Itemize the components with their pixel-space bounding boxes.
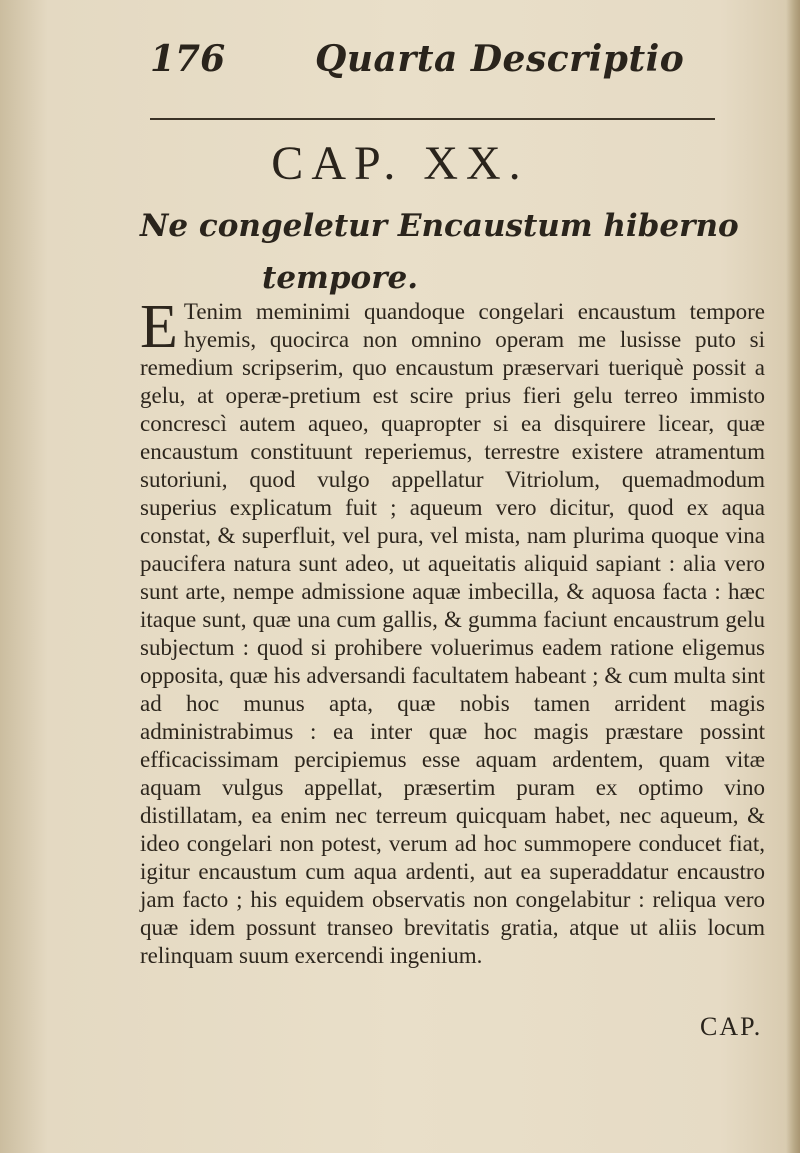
header-rule xyxy=(150,118,715,120)
page-edge-shadow xyxy=(786,0,800,1153)
catchword: CAP. xyxy=(700,1012,763,1041)
chapter-title-line-2: tempore. xyxy=(262,260,419,296)
running-title: Quarta Descriptio xyxy=(315,38,685,80)
body-paragraph xyxy=(140,293,765,970)
drop-cap: E xyxy=(140,293,178,361)
chapter-title xyxy=(140,200,760,304)
chapter-title-line-1: Ne congeletur Encaustum hiberno xyxy=(140,208,739,244)
body-text: Tenim meminimi quandoque congelari encaustum tempore hyemis, quocirca non omnino operam me lusisse puto si remedium scripserim, quo encaustum præservari tueriquè possit a gelu, at operæ-pretium est scire prius fieri gelu terreo immisto concrescì autem aqueo, quapropter si ea disquirere licear, quæ encaustum constituunt reperiemus, terrestre existere atramentum sutoriuni, quod vulgo appellatur Vitriolum, quemadmodum superius explicatum fuit ; aqueum vero dicitur, quod ex aqua constat, & superfluit, vel pura, vel mista, nam plurima quoque vina paucifera natura sunt adeo, ut aqueitatis aliquid sapiant : alia vero sunt arte, nempe admissione aquæ imbecilla, & aquosa facta : hæc itaque sunt, quæ una cum gallis, & gumma faciunt encaustrum gelu subjectum : quod si prohibere voluerimus eadem ratione eligemus opposita, quæ his adversandi facultatem habeant ; & cum multa sint ad hoc munus apta, quæ nobis tamen arrident magis administrabimus : ea inter quæ hoc magis præstare possint efficacissimam percipiemus esse aquam ardentem, quam vitæ aquam vulgus appellat, præsertim puram ex optimo vino distillatam, ea enim nec terreum quicquam habet, nec aqueum, & ideo congelari non potest, verum ad hoc summopere conducet fiat, igitur encaustum cum aqua ardenti, aut ea superaddatur encaustro jam facto ; his equidem observatis non congelabitur : reliqua vero quæ idem possunt transeo brevitatis gratia, atque ut aliis locum relinquam suum exercendi ingenium. xyxy=(140,299,765,968)
running-head xyxy=(150,32,710,92)
chapter-heading: CAP. XX. xyxy=(271,137,529,190)
page-number: 176 xyxy=(150,38,226,80)
